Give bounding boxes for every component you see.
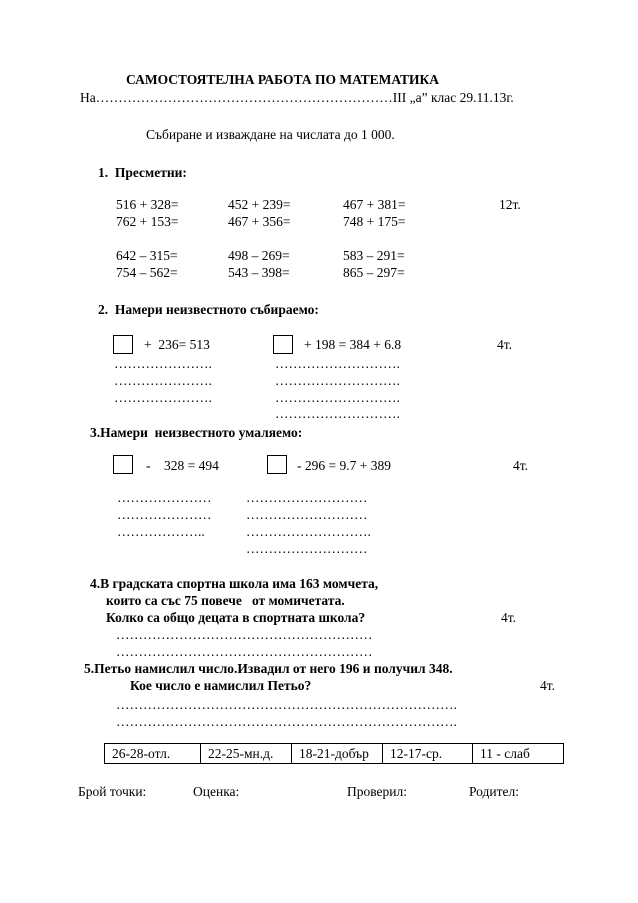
task4-line: които са със 75 повече от момичетата. [106, 593, 345, 608]
task1-heading: 1. Пресметни: [98, 165, 187, 180]
task5-points: 4т. [540, 678, 556, 693]
task5-line: 5.Петьо намислил число.Извадил от него 196 и получил 348. [84, 661, 453, 676]
task4-points: 4т. [501, 610, 517, 625]
task2-heading: 2. Намери неизвестното събираемо: [98, 302, 319, 317]
answer-box[interactable] [113, 455, 133, 474]
task3-equation: - 328 = 494 [146, 458, 219, 473]
task1-points: 12т. [499, 197, 521, 212]
answer-line: ……………………… [246, 541, 368, 556]
grade-cell: 12-17-ср. [383, 744, 473, 764]
task1-expr: 543 – 398= [228, 265, 290, 280]
answer-line: ………………………………………………… [116, 644, 373, 659]
task1-expr: 754 – 562= [116, 265, 178, 280]
grade-scale-table [104, 743, 564, 764]
task4-question: Колко са общо децата в спортната школа? [106, 610, 366, 625]
answer-line: …………………………………………………………………. [116, 697, 457, 712]
task3-points: 4т. [513, 458, 529, 473]
answer-line: …………………………………………………………………. [116, 714, 457, 729]
worksheet-subtitle: Събиране и изваждане на числата до 1 000. [146, 127, 395, 142]
task1-expr: 865 – 297= [343, 265, 405, 280]
grade-cell: 22-25-мн.д. [201, 744, 292, 764]
parent-label: Родител: [469, 784, 520, 799]
answer-line: ………………………. [275, 356, 400, 371]
answer-box[interactable] [267, 455, 287, 474]
answer-line: ………………………. [246, 524, 371, 539]
answer-line: ………………………. [275, 390, 400, 405]
checked-by-label: Проверил: [347, 784, 407, 799]
task1-expr: 467 + 381= [343, 197, 406, 212]
answer-line: ………………… [117, 507, 212, 522]
task2-points: 4т. [497, 337, 513, 352]
answer-line: ………………… [117, 490, 212, 505]
task4-line: 4.В градската спортна школа има 163 момчета, [90, 576, 379, 591]
grade-cell: 26-28-отл. [105, 744, 201, 764]
task1-expr: 452 + 239= [228, 197, 291, 212]
answer-line: …………………. [114, 373, 212, 388]
answer-line: …………………. [114, 390, 212, 405]
answer-line: …………………. [114, 356, 212, 371]
answer-line: ……………………… [246, 490, 368, 505]
task5-question: Кое число е намислил Петьо? [130, 678, 312, 693]
points-label: Брой точки: [78, 784, 147, 799]
answer-box[interactable] [273, 335, 293, 354]
answer-line: ………………………. [275, 373, 400, 388]
grade-cell: 18-21-добър [292, 744, 383, 764]
grade-cell: 11 - слаб [473, 744, 564, 764]
task2-equation: + 198 = 384 + 6.8 [304, 337, 402, 352]
task1-expr: 762 + 153= [116, 214, 179, 229]
task1-expr: 516 + 328= [116, 197, 179, 212]
task1-expr: 467 + 356= [228, 214, 291, 229]
answer-line: ……………………… [246, 507, 368, 522]
worksheet-title: САМОСТОЯТЕЛНА РАБОТА ПО МАТЕМАТИКА [126, 72, 439, 87]
answer-line: ……………….. [117, 524, 205, 539]
grade-label: Оценка: [193, 784, 240, 799]
table-row [105, 744, 564, 764]
task1-expr: 583 – 291= [343, 248, 405, 263]
task2-equation: + 236= 513 [144, 337, 210, 352]
answer-line: ………………………………………………… [116, 627, 373, 642]
task1-expr: 748 + 175= [343, 214, 406, 229]
task1-expr: 642 – 315= [116, 248, 178, 263]
name-class-date-line: На…………………………………………………………III „а” клас 29.11.13г. [80, 90, 514, 105]
task3-equation: - 296 = 9.7 + 389 [297, 458, 391, 473]
task3-heading: 3.Намери неизвестното умаляемо: [90, 425, 303, 440]
answer-line: ………………………. [275, 406, 400, 421]
task1-expr: 498 – 269= [228, 248, 290, 263]
answer-box[interactable] [113, 335, 133, 354]
